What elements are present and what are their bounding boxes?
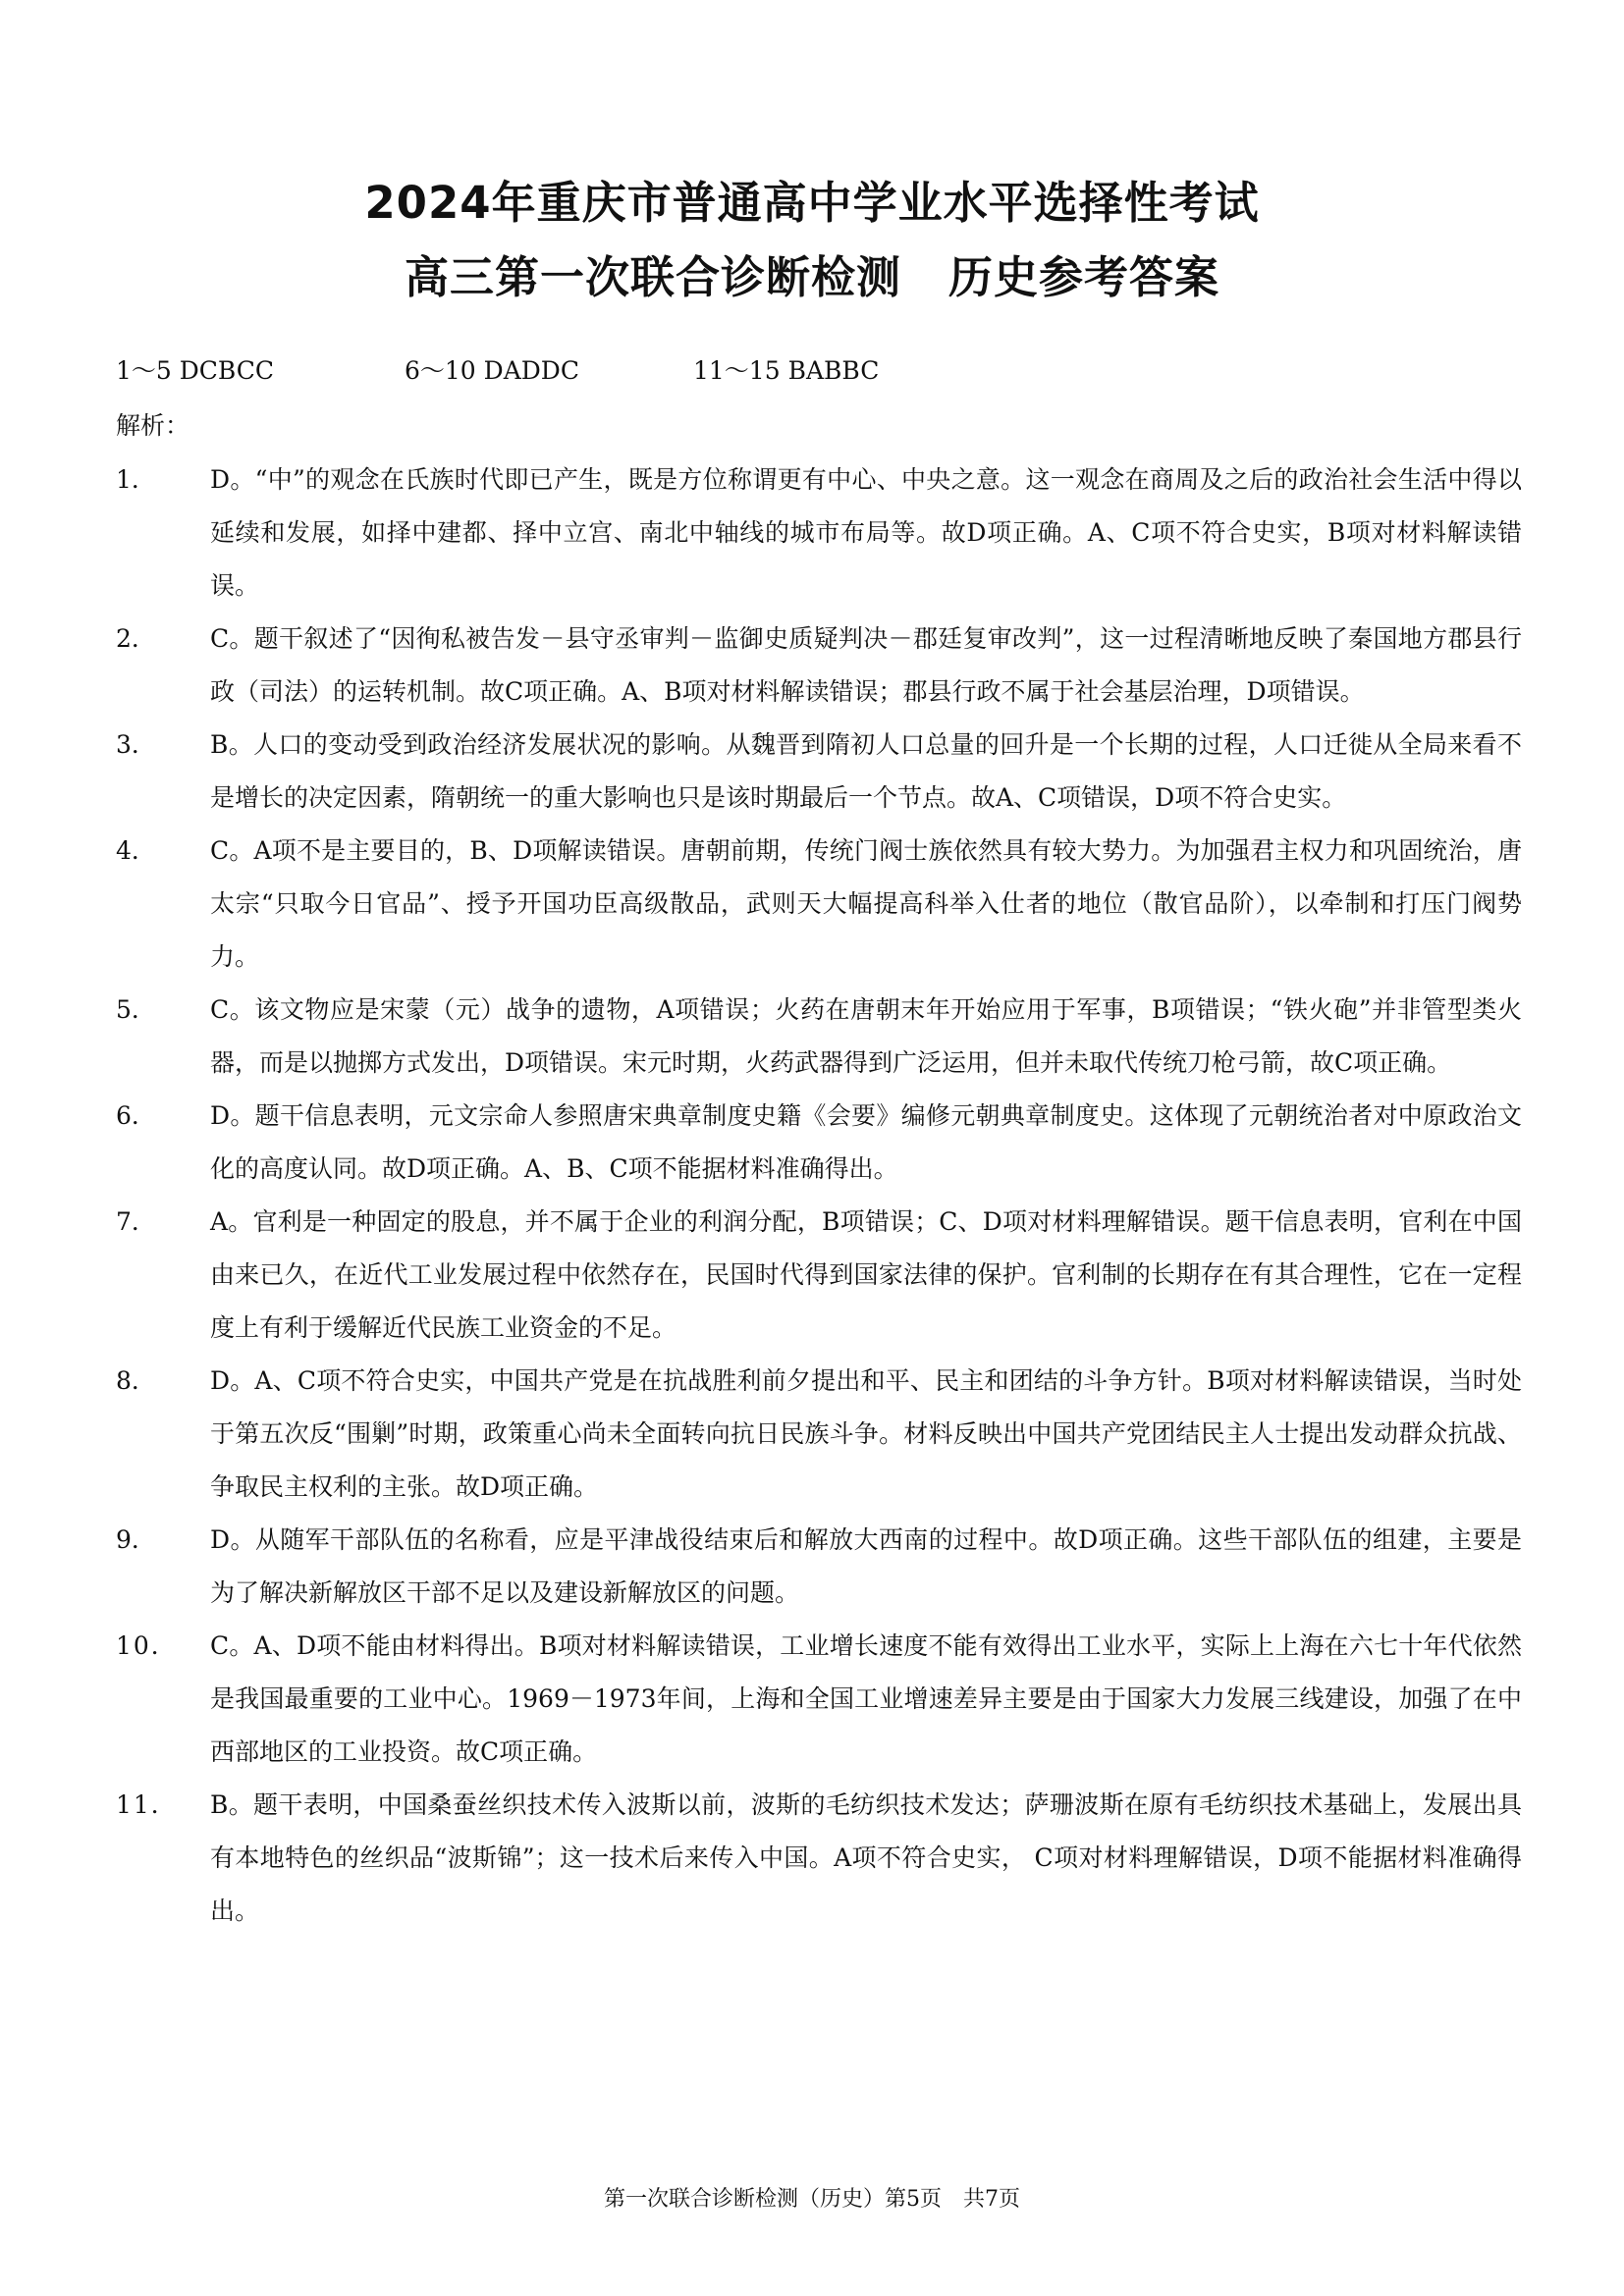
item-number: 4． [116,836,156,865]
item-text: D。A、C项不符合史实，中国共产党是在抗战胜利前夕提出和平、民主和团结的斗争方针。B项对材料解读错误，当时处于第五次反“围剿”时期，政策重心尚未全面转向抗日民族斗争。材料反映出中国共产党团结民主人士提出发动群众抗战、争取民主权利的主张。故D项正确。 [210,1366,1522,1501]
analysis-item [116,454,1522,613]
analysis-item [116,1090,1522,1196]
analysis-list [116,454,1522,1938]
subtitle-exam-name: 高三第一次联合诊断检测 [404,251,901,303]
item-number: 5． [116,995,156,1024]
answer-group-2: 6～10 DADDC [405,356,579,385]
subtitle-answer-key: 历史参考答案 [948,251,1220,303]
document-title: 2024年重庆市普通高中学业水平选择性考试 [364,177,1260,229]
item-text: B。题干表明，中国桑蚕丝织技术传入波斯以前，波斯的毛纺织技术发达；萨珊波斯在原有毛纺织技术基础上，发展出具有本地特色的丝织品“波斯锦”；这一技术后来传入中国。A项不符合史实， C项对材料理解错误，D项不能据材料准确得出。 [210,1790,1522,1925]
item-number: 3． [116,730,156,759]
item-number: 1． [116,465,156,494]
item-number: 10． [116,1631,178,1660]
analysis-item [116,613,1522,719]
analysis-item [116,1514,1522,1620]
item-number: 7． [116,1207,156,1236]
item-text: C。该文物应是宋蒙（元）战争的遗物，A项错误；火药在唐朝末年开始应用于军事，B项错误；“铁火砲”并非管型类火器，而是以抛掷方式发出，D项错误。宋元时期，火药武器得到广泛运用，但并未取代传统刀枪弓箭，故C项正确。 [210,995,1522,1077]
analysis-item [116,1196,1522,1355]
answer-group-1: 1～5 DCBCC [116,356,275,385]
item-text: C。题干叙述了“因徇私被告发－县守丞审判－监御史质疑判决－郡廷复审改判”，这一过程清晰地反映了秦国地方郡县行政（司法）的运转机制。故C项正确。A、B项对材料解读错误；郡县行政不属于社会基层治理，D项错误。 [210,624,1522,706]
item-number: 2． [116,624,156,653]
answer-group-3: 11～15 BABBC [693,356,880,385]
item-number: 6． [116,1101,156,1130]
page-footer: 第一次联合诊断检测（历史）第5页 共7页 [604,2187,1020,2212]
analysis-item [116,719,1522,825]
item-number: 9． [116,1525,156,1554]
item-number: 11． [116,1790,178,1819]
item-number: 8． [116,1366,156,1395]
analysis-item [116,984,1522,1090]
analysis-item [116,1620,1522,1779]
document-subtitle [0,241,1624,305]
item-text: C。A、D项不能由材料得出。B项对材料解读错误，工业增长速度不能有效得出工业水平，实际上上海在六七十年代依然是我国最重要的工业中心。1969－1973年间，上海和全国工业增速差异主要是由于国家大力发展三线建设，加强了在中西部地区的工业投资。故C项正确。 [210,1631,1522,1766]
analysis-item [116,825,1522,984]
analysis-heading: 解析： [116,411,190,440]
item-text: D。“中”的观念在氏族时代即已产生，既是方位称谓更有中心、中央之意。这一观念在商周及之后的政治社会生活中得以延续和发展，如择中建都、择中立宫、南北中轴线的城市布局等。故D项正确。A、C项不符合史实，B项对材料解读错误。 [210,465,1522,600]
item-text: C。A项不是主要目的，B、D项解读错误。唐朝前期，传统门阀士族依然具有较大势力。为加强君主权力和巩固统治，唐太宗“只取今日官品”、授予开国功臣高级散品，武则天大幅提高科举入仕者的地位（散官品阶），以牵制和打压门阀势力。 [210,836,1522,971]
analysis-item [116,1779,1522,1938]
item-text: D。从随军干部队伍的名称看，应是平津战役结束后和解放大西南的过程中。故D项正确。这些干部队伍的组建，主要是为了解决新解放区干部不足以及建设新解放区的问题。 [210,1525,1522,1607]
item-text: A。官利是一种固定的股息，并不属于企业的利润分配，B项错误；C、D项对材料理解错误。题干信息表明，官利在中国由来已久，在近代工业发展过程中依然存在，民国时代得到国家法律的保护。官利制的长期存在有其合理性，它在一定程度上有利于缓解近代民族工业资金的不足。 [210,1207,1522,1342]
item-text: B。人口的变动受到政治经济发展状况的影响。从魏晋到隋初人口总量的回升是一个长期的过程，人口迁徙从全局来看不是增长的决定因素，隋朝统一的重大影响也只是该时期最后一个节点。故A、C项错误，D项不符合史实。 [210,730,1522,812]
item-text: D。题干信息表明，元文宗命人参照唐宋典章制度史籍《会要》编修元朝典章制度史。这体现了元朝统治者对中原政治文化的高度认同。故D项正确。A、B、C项不能据材料准确得出。 [210,1101,1522,1183]
analysis-item [116,1355,1522,1514]
